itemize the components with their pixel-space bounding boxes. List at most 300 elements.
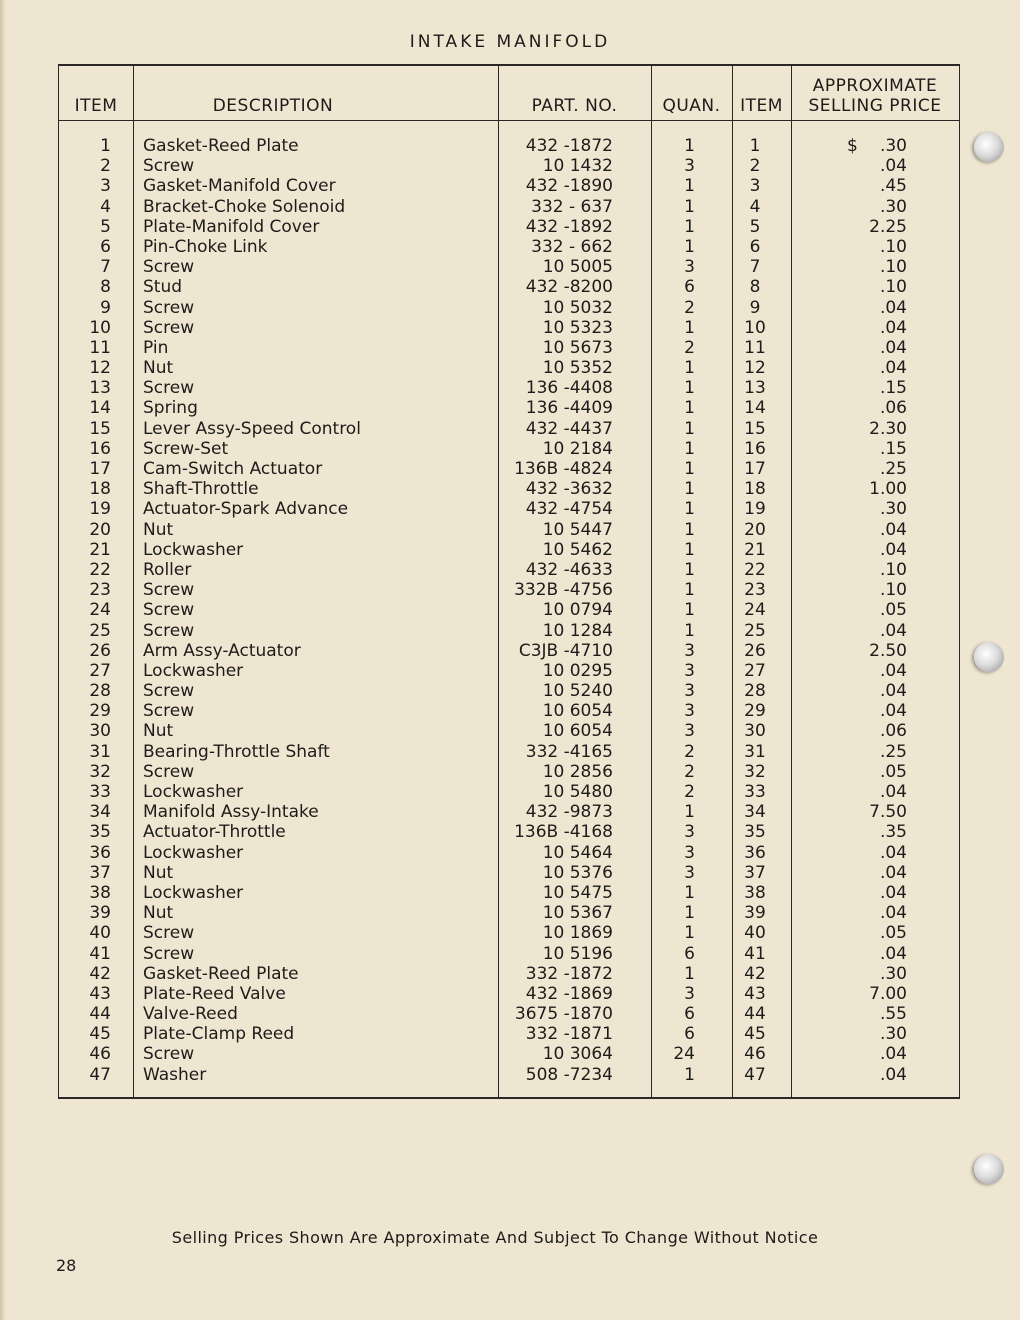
table-row — [59, 964, 959, 984]
item-number-cell: 32 — [89, 761, 111, 782]
price-cell: .06 — [879, 398, 907, 419]
item-number-cell: 33 — [89, 782, 111, 802]
part-number-cell: 432 -8200 — [525, 277, 613, 298]
item-ref-cell: 7 — [749, 257, 761, 278]
price-cell: .30 — [879, 499, 907, 520]
quantity-cell: 3 — [684, 862, 695, 883]
table-row — [59, 721, 959, 741]
table-row — [59, 499, 959, 519]
price-cell: .04 — [879, 701, 907, 722]
table-row — [59, 156, 959, 176]
quantity-cell: 1 — [684, 378, 695, 399]
quantity-cell: 3 — [684, 681, 695, 702]
quantity-cell: 1 — [684, 600, 695, 621]
part-number-cell: 332B -4756 — [514, 580, 613, 601]
item-ref-cell: 17 — [744, 459, 766, 479]
part-number-cell: 136 -4409 — [525, 398, 613, 419]
header-price-line2: SELLING PRICE — [808, 96, 942, 116]
part-number-cell: 332 - 637 — [531, 196, 613, 217]
quantity-cell: 1 — [684, 963, 695, 984]
description-cell: Nut — [143, 903, 174, 924]
price-cell: .10 — [879, 580, 907, 601]
price-cell: .04 — [879, 882, 907, 903]
table-row — [59, 923, 959, 943]
price-cell: .30 — [879, 1024, 907, 1045]
header-description: DESCRIPTION — [212, 96, 334, 116]
description-cell: Screw — [143, 943, 195, 964]
item-number-cell: 37 — [89, 862, 111, 883]
item-number-cell: 21 — [89, 539, 111, 560]
part-number-cell: 10 1432 — [542, 156, 613, 177]
description-cell: Lockwasher — [143, 882, 244, 903]
item-number-cell: 46 — [89, 1044, 111, 1065]
description-cell: Washer — [143, 1064, 207, 1085]
quantity-cell: 1 — [684, 519, 695, 540]
part-number-cell: 332 -4165 — [525, 741, 613, 762]
item-number-cell: 17 — [89, 459, 111, 479]
table-row — [59, 318, 959, 338]
table-row — [59, 298, 959, 318]
binder-hole — [974, 1154, 1004, 1184]
part-number-cell: 136B -4168 — [514, 822, 613, 843]
price-cell: .10 — [879, 559, 907, 580]
table-body — [59, 136, 959, 1085]
table-row — [59, 217, 959, 237]
price-cell: .15 — [879, 438, 907, 459]
item-ref-cell: 18 — [744, 479, 766, 500]
table-row — [59, 378, 959, 398]
item-number-cell: 7 — [100, 257, 111, 278]
description-cell: Pin — [143, 337, 169, 358]
part-number-cell: 432 -1869 — [525, 983, 613, 1004]
quantity-cell: 1 — [684, 580, 695, 601]
item-number-cell: 30 — [89, 721, 111, 742]
table-row — [59, 1065, 959, 1085]
description-cell: Actuator-Spark Advance — [143, 499, 349, 520]
part-number-cell: 136 -4408 — [525, 378, 613, 399]
item-ref-cell: 16 — [744, 438, 766, 459]
item-ref-cell: 23 — [744, 580, 766, 601]
table-row — [59, 580, 959, 600]
item-ref-cell: 44 — [744, 1004, 766, 1025]
part-number-cell: 136B -4824 — [514, 459, 613, 479]
table-row — [59, 540, 959, 560]
price-cell: .15 — [879, 378, 907, 399]
item-number-cell: 23 — [89, 580, 111, 601]
item-number-cell: 31 — [89, 741, 111, 762]
description-cell: Stud — [143, 277, 183, 298]
item-ref-cell: 20 — [744, 519, 766, 540]
part-number-cell: 10 1284 — [542, 620, 613, 641]
item-ref-cell: 28 — [744, 681, 766, 702]
quantity-cell: 6 — [684, 1004, 695, 1025]
table-row — [59, 984, 959, 1004]
part-number-cell: 432 -1892 — [525, 216, 613, 237]
part-number-cell: 10 5447 — [542, 519, 613, 540]
part-number-cell: 432 -3632 — [525, 479, 613, 500]
item-number-cell: 20 — [89, 519, 111, 540]
quantity-cell: 6 — [684, 943, 695, 964]
quantity-cell: 2 — [684, 297, 695, 318]
price-cell: .04 — [879, 842, 907, 863]
quantity-cell: 6 — [684, 277, 695, 298]
price-cell: .05 — [879, 600, 907, 621]
description-cell: Screw — [143, 620, 195, 641]
price-cell: 2.30 — [869, 418, 907, 439]
currency-symbol: $ — [847, 136, 858, 156]
description-cell: Lockwasher — [143, 842, 244, 863]
description-cell: Lever Assy-Speed Control — [143, 418, 361, 439]
item-ref-cell: 37 — [744, 862, 766, 883]
item-ref-cell: 9 — [749, 297, 761, 318]
quantity-cell: 1 — [684, 459, 695, 479]
quantity-cell: 1 — [684, 903, 695, 924]
description-cell: Bracket-Choke Solenoid — [143, 196, 346, 217]
header-price — [791, 66, 959, 120]
item-number-cell: 1 — [100, 136, 111, 156]
description-cell: Screw — [143, 761, 195, 782]
description-cell: Manifold Assy-Intake — [143, 802, 319, 823]
item-number-cell: 29 — [89, 701, 111, 722]
price-cell: .04 — [879, 156, 907, 177]
description-cell: Screw — [143, 923, 195, 944]
quantity-cell: 1 — [684, 398, 695, 419]
price-cell: .06 — [879, 721, 907, 742]
item-number-cell: 18 — [89, 479, 111, 500]
table-row — [59, 237, 959, 257]
item-ref-cell: 39 — [744, 903, 766, 924]
table-row — [59, 701, 959, 721]
part-number-cell: 10 5323 — [542, 317, 613, 338]
table-row — [59, 358, 959, 378]
item-number-cell: 43 — [89, 983, 111, 1004]
item-number-cell: 9 — [100, 297, 111, 318]
part-number-cell: 10 3064 — [542, 1044, 613, 1065]
item-number-cell: 13 — [89, 378, 111, 399]
item-ref-cell: 41 — [744, 943, 766, 964]
item-number-cell: 11 — [89, 337, 111, 358]
table-row — [59, 1004, 959, 1024]
item-ref-cell: 34 — [744, 802, 766, 823]
quantity-cell: 2 — [684, 782, 695, 802]
table-row — [59, 176, 959, 196]
part-number-cell: 10 5475 — [542, 882, 613, 903]
quantity-cell: 1 — [684, 539, 695, 560]
price-cell: .30 — [879, 136, 907, 156]
part-number-cell: 432 -1890 — [525, 176, 613, 197]
item-number-cell: 10 — [89, 317, 111, 338]
quantity-cell: 3 — [684, 257, 695, 278]
price-cell: .04 — [879, 620, 907, 641]
item-ref-cell: 47 — [744, 1064, 766, 1085]
quantity-cell: 1 — [684, 236, 695, 257]
item-ref-cell: 15 — [744, 418, 766, 439]
item-ref-cell: 12 — [744, 358, 766, 379]
table-row — [59, 843, 959, 863]
part-number-cell: 10 2856 — [542, 761, 613, 782]
description-cell: Plate-Clamp Reed — [143, 1024, 295, 1045]
description-cell: Screw — [143, 156, 195, 177]
item-number-cell: 22 — [89, 559, 111, 580]
price-cell: .04 — [879, 862, 907, 883]
table-row — [59, 863, 959, 883]
quantity-cell: 1 — [684, 559, 695, 580]
description-cell: Screw — [143, 317, 195, 338]
price-cell: 7.00 — [869, 983, 907, 1004]
quantity-cell: 1 — [684, 136, 695, 156]
price-cell: .04 — [879, 1044, 907, 1065]
item-ref-cell: 11 — [744, 337, 766, 358]
quantity-cell: 24 — [673, 1044, 695, 1065]
description-cell: Nut — [143, 358, 174, 379]
price-cell: .05 — [879, 761, 907, 782]
quantity-cell: 1 — [684, 1064, 695, 1085]
part-number-cell: 332 -1872 — [525, 963, 613, 984]
price-cell: .55 — [879, 1004, 907, 1025]
header-item-ref: ITEM — [740, 96, 783, 116]
item-number-cell: 25 — [89, 620, 111, 641]
description-cell: Roller — [143, 559, 192, 580]
part-number-cell: 10 5464 — [542, 842, 613, 863]
quantity-cell: 1 — [684, 882, 695, 903]
price-cell: .04 — [879, 519, 907, 540]
price-cell: .25 — [879, 741, 907, 762]
table-row — [59, 883, 959, 903]
quantity-cell: 3 — [684, 983, 695, 1004]
part-number-cell: 332 - 662 — [531, 236, 613, 257]
quantity-cell: 1 — [684, 176, 695, 197]
page-number: 28 — [56, 1256, 77, 1275]
quantity-cell: 3 — [684, 640, 695, 661]
parts-table — [58, 64, 960, 1099]
item-ref-cell: 40 — [744, 923, 766, 944]
description-cell: Nut — [143, 721, 174, 742]
item-number-cell: 27 — [89, 660, 111, 681]
quantity-cell: 1 — [684, 358, 695, 379]
part-number-cell: 10 5462 — [542, 539, 613, 560]
header-item: ITEM — [74, 96, 118, 116]
item-ref-cell: 30 — [744, 721, 766, 742]
description-cell: Screw-Set — [143, 438, 229, 459]
price-cell: .04 — [879, 358, 907, 379]
item-ref-cell: 26 — [744, 640, 766, 661]
item-ref-cell: 6 — [749, 236, 761, 257]
part-number-cell: 10 5376 — [542, 862, 613, 883]
table-row — [59, 600, 959, 620]
table-row — [59, 802, 959, 822]
table-row — [59, 197, 959, 217]
price-cell: .04 — [879, 903, 907, 924]
item-ref-cell: 4 — [749, 196, 761, 217]
description-cell: Pin-Choke Link — [143, 236, 268, 257]
binder-hole — [974, 642, 1004, 672]
item-ref-cell: 46 — [744, 1044, 766, 1065]
quantity-cell: 1 — [684, 923, 695, 944]
description-cell: Cam-Switch Actuator — [143, 459, 323, 479]
price-cell: .10 — [879, 236, 907, 257]
quantity-cell: 1 — [684, 196, 695, 217]
quantity-cell: 3 — [684, 842, 695, 863]
item-number-cell: 6 — [100, 236, 111, 257]
part-number-cell: 10 5480 — [542, 782, 613, 802]
table-row — [59, 641, 959, 661]
price-cell: .25 — [879, 459, 907, 479]
description-cell: Nut — [143, 862, 174, 883]
part-number-cell: 10 5005 — [542, 257, 613, 278]
part-number-cell: C3JB -4710 — [518, 640, 613, 661]
price-cell: 2.50 — [869, 640, 907, 661]
part-number-cell: 10 5673 — [542, 337, 613, 358]
item-ref-cell: 33 — [744, 782, 766, 802]
description-cell: Screw — [143, 1044, 195, 1065]
item-number-cell: 14 — [89, 398, 111, 419]
quantity-cell: 2 — [684, 337, 695, 358]
item-ref-cell: 38 — [744, 882, 766, 903]
header-divider — [59, 120, 959, 121]
price-cell: .10 — [879, 257, 907, 278]
item-number-cell: 26 — [89, 640, 111, 661]
table-row — [59, 762, 959, 782]
item-number-cell: 42 — [89, 963, 111, 984]
item-number-cell: 3 — [100, 176, 111, 197]
table-row — [59, 277, 959, 297]
description-cell: Screw — [143, 257, 195, 278]
table-row — [59, 944, 959, 964]
item-ref-cell: 3 — [749, 176, 761, 197]
price-cell: .04 — [879, 660, 907, 681]
quantity-cell: 1 — [684, 418, 695, 439]
part-number-cell: 10 0794 — [542, 600, 613, 621]
item-number-cell: 44 — [89, 1004, 111, 1025]
item-number-cell: 15 — [89, 418, 111, 439]
price-cell: .04 — [879, 681, 907, 702]
quantity-cell: 1 — [684, 216, 695, 237]
description-cell: Gasket-Reed Plate — [143, 136, 299, 156]
quantity-cell: 1 — [684, 802, 695, 823]
description-cell: Screw — [143, 600, 195, 621]
item-number-cell: 35 — [89, 822, 111, 843]
description-cell: Nut — [143, 519, 174, 540]
item-number-cell: 34 — [89, 802, 111, 823]
part-number-cell: 10 5032 — [542, 297, 613, 318]
description-cell: Spring — [143, 398, 198, 419]
description-cell: Lockwasher — [143, 782, 244, 802]
item-ref-cell: 5 — [749, 216, 761, 237]
table-row — [59, 1044, 959, 1064]
table-row — [59, 398, 959, 418]
description-cell: Gasket-Manifold Cover — [143, 176, 336, 197]
item-ref-cell: 1 — [749, 136, 761, 156]
item-ref-cell: 2 — [749, 156, 761, 177]
quantity-cell: 3 — [684, 156, 695, 177]
item-number-cell: 4 — [100, 196, 111, 217]
item-number-cell: 40 — [89, 923, 111, 944]
table-row — [59, 903, 959, 923]
quantity-cell: 1 — [684, 317, 695, 338]
item-ref-cell: 35 — [744, 822, 766, 843]
quantity-cell: 3 — [684, 701, 695, 722]
price-cell: .30 — [879, 196, 907, 217]
description-cell: Actuator-Throttle — [143, 822, 286, 843]
quantity-cell: 1 — [684, 479, 695, 500]
item-ref-cell: 31 — [744, 741, 766, 762]
description-cell: Plate-Reed Valve — [143, 983, 286, 1004]
part-number-cell: 3675 -1870 — [514, 1004, 613, 1025]
part-number-cell: 10 5240 — [542, 681, 613, 702]
price-cell: .04 — [879, 943, 907, 964]
description-cell: Screw — [143, 580, 195, 601]
item-ref-cell: 10 — [744, 317, 766, 338]
price-cell: .45 — [879, 176, 907, 197]
part-number-cell: 10 0295 — [542, 660, 613, 681]
table-row — [59, 621, 959, 641]
item-ref-cell: 36 — [744, 842, 766, 863]
table-row — [59, 459, 959, 479]
item-number-cell: 28 — [89, 681, 111, 702]
item-number-cell: 45 — [89, 1024, 111, 1045]
quantity-cell: 2 — [684, 761, 695, 782]
quantity-cell: 3 — [684, 721, 695, 742]
item-ref-cell: 24 — [744, 600, 766, 621]
item-ref-cell: 32 — [744, 761, 766, 782]
quantity-cell: 3 — [684, 660, 695, 681]
part-number-cell: 432 -9873 — [525, 802, 613, 823]
description-cell: Lockwasher — [143, 539, 244, 560]
quantity-cell: 2 — [684, 741, 695, 762]
table-row — [59, 338, 959, 358]
description-cell: Shaft-Throttle — [143, 479, 259, 500]
table-row — [59, 479, 959, 499]
part-number-cell: 10 6054 — [542, 721, 613, 742]
item-ref-cell: 27 — [744, 660, 766, 681]
header-part-no: PART. NO. — [531, 96, 618, 116]
item-ref-cell: 13 — [744, 378, 766, 399]
item-number-cell: 19 — [89, 499, 111, 520]
description-cell: Screw — [143, 378, 195, 399]
part-number-cell: 10 6054 — [542, 701, 613, 722]
page-title: INTAKE MANIFOLD — [409, 32, 611, 52]
quantity-cell: 1 — [684, 620, 695, 641]
part-number-cell: 508 -7234 — [525, 1064, 613, 1085]
price-cell: .04 — [879, 337, 907, 358]
item-number-cell: 38 — [89, 882, 111, 903]
price-cell: .05 — [879, 923, 907, 944]
part-number-cell: 10 1869 — [542, 923, 613, 944]
item-number-cell: 41 — [89, 943, 111, 964]
description-cell: Gasket-Reed Plate — [143, 963, 299, 984]
item-number-cell: 2 — [100, 156, 111, 177]
description-cell: Screw — [143, 297, 195, 318]
table-row — [59, 661, 959, 681]
part-number-cell: 332 -1871 — [525, 1024, 613, 1045]
part-number-cell: 432 -4633 — [525, 559, 613, 580]
quantity-cell: 6 — [684, 1024, 695, 1045]
quantity-cell: 1 — [684, 438, 695, 459]
part-number-cell: 10 5352 — [542, 358, 613, 379]
description-cell: Lockwasher — [143, 660, 244, 681]
price-cell: 7.50 — [869, 802, 907, 823]
item-number-cell: 5 — [100, 216, 111, 237]
description-cell: Screw — [143, 681, 195, 702]
header-quantity: QUAN. — [662, 96, 721, 116]
item-ref-cell: 22 — [744, 559, 766, 580]
part-number-cell: 432 -4437 — [525, 418, 613, 439]
table-row — [59, 782, 959, 802]
price-cell: 2.25 — [869, 216, 907, 237]
quantity-cell: 1 — [684, 499, 695, 520]
item-number-cell: 12 — [89, 358, 111, 379]
table-row — [59, 419, 959, 439]
